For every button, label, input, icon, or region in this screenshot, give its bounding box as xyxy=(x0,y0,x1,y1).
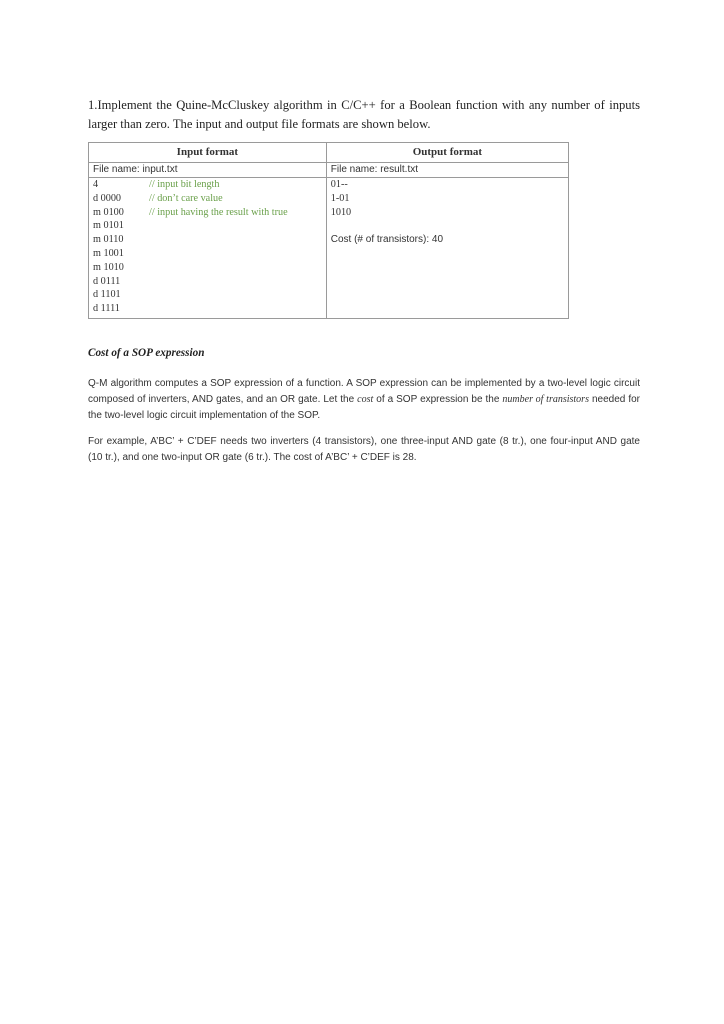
input-line: m 1010 xyxy=(93,261,124,273)
cost-example-paragraph: For example, A’BC’ + C’DEF needs two inverters (4 transistors), one three-input AND gate (8 tr.), one four-input AND gate (10 tr.), and one two-input OR gate (6 tr.). The cost of A’BC’ + C’DEF is 28. xyxy=(88,436,640,463)
output-line: 1-01 xyxy=(330,192,350,204)
content-row xyxy=(89,178,569,319)
input-format-header: Input format xyxy=(89,143,327,163)
output-filename: File name: result.txt xyxy=(326,163,568,178)
input-content xyxy=(89,178,327,319)
problem-statement: 1.Implement the Quine-McCluskey algorithm in C/C++ for a Boolean function with any number of inputs larger than zero. The input and output file formats are shown below. xyxy=(88,98,640,131)
input-comment: // input having the result with true xyxy=(149,206,288,218)
input-line: d 1101 xyxy=(93,289,121,301)
input-line: d 0000 // don’t care value xyxy=(93,192,223,204)
input-line: d 1111 xyxy=(93,303,120,315)
spacer xyxy=(331,219,564,233)
table-header-row xyxy=(89,143,569,163)
filename-row xyxy=(89,163,569,178)
emphasis-number-of-transistors: number of transistors xyxy=(502,394,589,405)
input-filename: File name: input.txt xyxy=(89,163,327,178)
output-cost: Cost (# of transistors): 40 xyxy=(330,234,444,246)
output-format-header: Output format xyxy=(326,143,568,163)
input-comment: // don’t care value xyxy=(149,192,223,204)
input-line: d 0111 xyxy=(93,275,121,287)
input-line: m 0101 xyxy=(93,220,124,232)
output-content xyxy=(326,178,568,319)
file-format-table xyxy=(88,142,569,319)
output-line: 1010 xyxy=(330,206,352,218)
input-line: m 1001 xyxy=(93,247,124,259)
cost-definition-paragraph: Q-M algorithm computes a SOP expression of a function. A SOP expression can be implemented by a two-level logic circuit composed of inverters, AND gates, and an OR gate. Let the cost of a SOP expression be the number of transistors needed for the two-level logic circuit implementation of the SOP. xyxy=(88,378,640,421)
emphasis-cost: cost xyxy=(357,394,374,405)
input-line: m 0110 xyxy=(93,234,124,246)
output-line: 01-- xyxy=(330,179,348,190)
input-comment: // input bit length xyxy=(149,179,220,190)
input-line: m 0100 // input having the result with true xyxy=(93,206,288,218)
section-heading: Cost of a SOP expression xyxy=(88,347,205,359)
input-line: 4 // input bit length xyxy=(93,179,220,190)
